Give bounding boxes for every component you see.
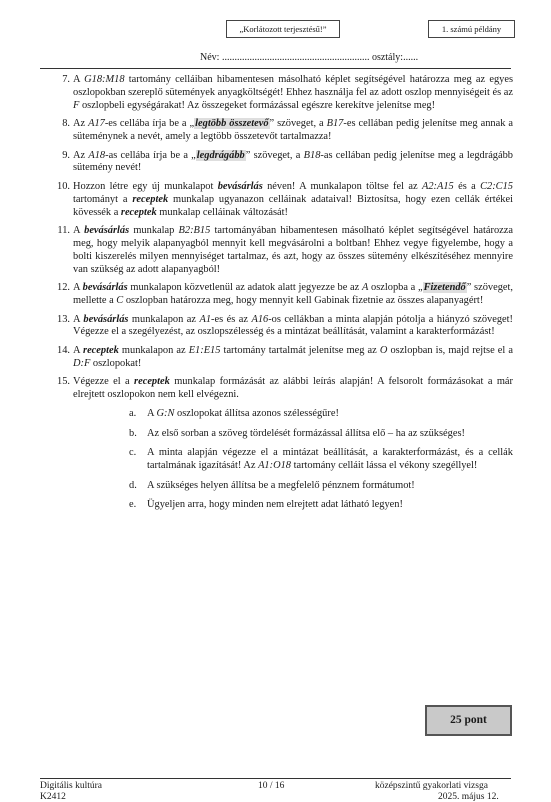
cell-reference: C2:C15: [480, 180, 513, 192]
cell-reference: O: [379, 344, 388, 356]
text-run: oszlopbeli egységárakat! Az összegeket formázással egészre kerekítve jelenítse meg!: [79, 99, 436, 111]
task-text: [73, 150, 513, 176]
text-run: -es és az: [211, 313, 252, 325]
restricted-distribution-label: „Korlátozott terjesztésű!”: [226, 20, 340, 38]
subtask-letter: d.: [129, 479, 137, 491]
highlighted-term: legdrágább: [196, 149, 245, 161]
task-text: [73, 225, 513, 277]
cell-reference: E1:E15: [188, 344, 221, 356]
task-text: [73, 282, 513, 308]
task-item: [50, 181, 513, 220]
text-run: oszlopban is, majd rejtse el a: [387, 344, 513, 356]
text-run: Hozzon létre egy új munkalapot: [73, 180, 218, 192]
text-run: és a: [453, 180, 481, 192]
cell-reference: B17: [326, 118, 344, 130]
task-text: [73, 74, 513, 113]
task-text: [73, 118, 513, 144]
text-run: oszlopba a „: [368, 282, 423, 294]
cell-reference: A1:O18: [258, 460, 291, 472]
class-label: osztály:: [369, 52, 404, 63]
subtask-letter: c.: [129, 447, 137, 459]
task-number: 9.: [62, 149, 70, 161]
cell-reference: A17: [88, 118, 105, 130]
name-label: Név:: [200, 52, 222, 63]
cell-reference: A16: [251, 313, 269, 325]
text-run: oszlopokat!: [90, 357, 142, 369]
subtask-item: [73, 447, 513, 473]
footer-exam-level: középszintű gyakorlati vizsga: [375, 781, 488, 791]
text-run: munkalap celláinak változását!: [156, 206, 288, 218]
cell-reference: G:N: [156, 408, 175, 420]
task-number: 7.: [62, 74, 70, 85]
subtask-letter: a.: [129, 408, 137, 420]
highlighted-term: Fizetendő: [423, 282, 466, 294]
task-item: [50, 282, 513, 308]
text-run: tartományában hibamentesen másolható képlet segítségével határozza meg, hogy melyik alapanyagból mennyit kell megvásárolni a boltban! Ehhez vegye figyelembe, hogy a bolti kiszerelés milyen mennyiséget tartalmaz, és azt, hogy az összes sütemény elkészítéséhez mennyire van szükség az adott alapanyagból!: [73, 225, 513, 275]
task-item: [50, 118, 513, 144]
task-item: [50, 225, 513, 277]
task-number: 11.: [57, 225, 70, 237]
cell-reference: D:F: [73, 357, 91, 369]
task-item: [50, 74, 513, 113]
text-run: Az: [73, 149, 89, 161]
text-run: tartományt a: [73, 193, 133, 205]
cell-reference: A: [361, 282, 369, 294]
footer-date: 2025. május 12.: [438, 792, 499, 802]
text-run: -os cellákban a minta alapján pótolja a hiányzó szöveget! Végezze el a szegélyezést, az oszlopszélesség és a mintázat beállítását, valamint a karakterformázást!: [73, 313, 513, 338]
cell-reference: A1: [199, 313, 212, 325]
sheet-name: bevásárlás: [82, 282, 128, 294]
text-run: A: [147, 408, 157, 420]
task-text: [73, 314, 513, 340]
sheet-name: bevásárlás: [83, 313, 129, 325]
points-box: 25 pont: [425, 705, 512, 736]
sheet-name: receptek: [120, 206, 157, 218]
text-run: munkalap formázását az alábbi leírás alapján! A felsorolt formázásokat a már elrejtett oszlopokon nem kell elvégezni.: [73, 376, 513, 401]
task-text: [73, 345, 513, 371]
task-list: [50, 74, 513, 517]
cell-reference: B2:B15: [178, 225, 211, 237]
text-run: tartomány tartalmát jelenítse meg az: [220, 344, 380, 356]
name-class-row: [200, 52, 512, 63]
text-run: A: [73, 313, 84, 325]
cell-reference: A18: [88, 149, 106, 161]
subtask-item: [73, 499, 513, 512]
text-run: munkalap: [129, 225, 179, 237]
text-run: -as cellában pedig jelenítse meg a legdrágább sütemény nevét!: [73, 149, 514, 174]
name-dots: ...........................................................: [221, 52, 370, 63]
text-run: ” szöveget, a: [269, 118, 327, 130]
cell-reference: C: [116, 295, 124, 307]
highlighted-term: legtöbb összetevő: [195, 118, 269, 130]
subtask-letter: e.: [129, 498, 137, 510]
task-item: [50, 314, 513, 340]
text-run: tartomány celláiban hibamentesen másolható képlet segítségével határozza meg az egyes oszlopokban szereplő sütemények anyagköltségét! Ehhez használja fel az adott oszlop mennyiségeit és az: [73, 74, 513, 98]
text-run: Az: [73, 118, 89, 130]
sheet-name: receptek: [134, 376, 170, 388]
task-item: [50, 376, 513, 512]
sheet-name: receptek: [83, 344, 119, 356]
sheet-name: receptek: [132, 193, 169, 205]
text-run: A minta alapján végezze el a mintázat beállítását, a karakterformázást, és a cellák tartalmának igazítását! Az: [147, 447, 513, 472]
task-number: 13.: [57, 313, 70, 325]
subtask-item: [73, 480, 513, 493]
text-run: -as cellába írja be a „: [105, 149, 196, 161]
text-run: -es cellába írja be a „: [104, 118, 195, 130]
text-run: munkalapon az: [128, 313, 200, 325]
text-run: Ügyeljen arra, hogy minden nem elrejtett adat látható legyen!: [147, 498, 403, 510]
task-text: [73, 376, 513, 402]
footer-page-number: 10 / 16: [258, 781, 285, 791]
task-number: 12.: [57, 282, 70, 294]
copy-number-label: 1. számú példány: [428, 20, 515, 38]
cell-reference: A2:A15: [421, 180, 454, 192]
text-run: munkalapon az: [118, 344, 189, 356]
cell-reference: G18:M18: [84, 74, 125, 85]
task-item: [50, 150, 513, 176]
text-run: oszlopokat állítsa azonos szélességűre!: [174, 408, 339, 420]
text-run: munkalap ugyanazon celláinak adataival! Biztosítsa, hogy ezen cellák értékei kövessék a: [73, 193, 513, 218]
text-run: A: [73, 282, 83, 294]
task-number: 14.: [57, 344, 70, 356]
text-run: ” szöveget, mellette a: [73, 282, 514, 307]
subtask-item: [73, 428, 513, 441]
task-item: [50, 345, 513, 371]
header-rule: [40, 68, 511, 69]
text-run: tartomány celláit lássa el vékony szegéllyel!: [290, 460, 478, 472]
cell-reference: B18: [303, 149, 321, 161]
cell-reference: F: [73, 99, 80, 111]
footer-rule: [40, 778, 511, 779]
text-run: munkalapon közvetlenül az adatok alatt jegyezze be az: [127, 282, 362, 294]
text-run: A szükséges helyen állítsa be a megfelelő pénznem formátumot!: [147, 479, 415, 491]
task-number: 15.: [57, 376, 70, 388]
task-number: 10.: [57, 180, 70, 192]
subtask-list: [73, 408, 513, 511]
footer-subject: Digitális kultúra: [40, 781, 103, 791]
text-run: Az első sorban a szöveg tördelését formázással állítsa elő – ha az szükséges!: [147, 427, 465, 439]
subtask-item: [73, 408, 513, 421]
task-text: [73, 181, 513, 220]
text-run: A: [73, 225, 85, 237]
text-run: Végezze el a: [73, 376, 135, 388]
class-dots: ......: [403, 52, 419, 63]
text-run: -es cellában pedig jelenítse meg annak a süteménynek a nevét, amely a legtöbb összetevőt tartalmazza!: [73, 118, 513, 143]
text-run: oszlopban határozza meg, hogy mennyit kell Gabinak fizetnie az összes alapanyagért!: [123, 295, 484, 307]
text-run: ” szöveget, a: [245, 149, 304, 161]
text-run: A: [73, 74, 85, 85]
text-run: néven! A munkalapon töltse fel az: [262, 180, 422, 192]
sheet-name: bevásárlás: [217, 180, 263, 192]
text-run: A: [73, 344, 84, 356]
subtask-letter: b.: [129, 427, 137, 439]
task-number: 8.: [62, 118, 70, 130]
sheet-name: bevásárlás: [84, 225, 130, 237]
footer-code: K2412: [40, 792, 66, 802]
